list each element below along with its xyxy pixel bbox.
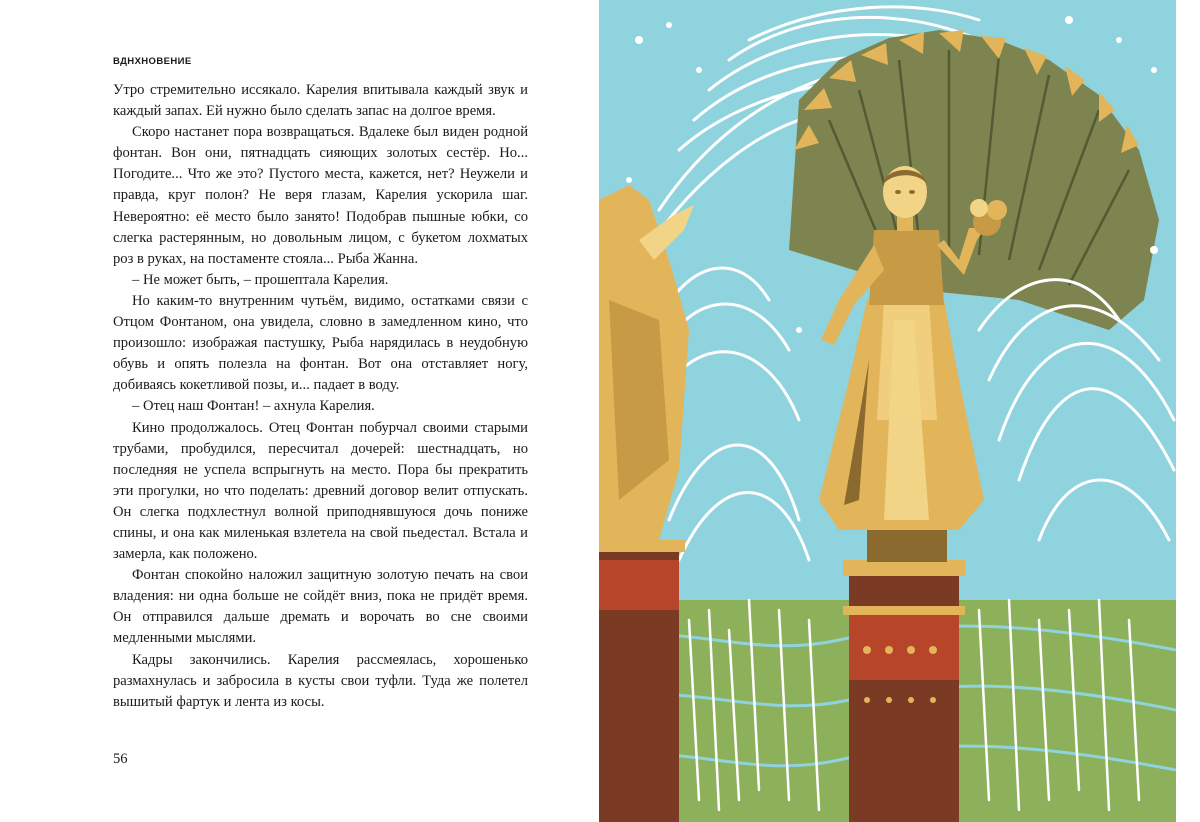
paragraph: Утро стремительно иссякало. Карелия впитывала каждый звук и каждый запах. Ей нужно было сделать запас на долгое время. xyxy=(113,82,528,120)
right-margin xyxy=(1176,0,1200,822)
central-pedestal-ring xyxy=(843,606,965,615)
central-pedestal-cap xyxy=(843,560,965,576)
paragraph: Кино продолжалось. Отец Фонтан побурчал своими старыми трубами, пробудился, пересчитал дочерей: шестнадцать, но последняя не успела вспрыгнуть на место. Пора бы прекратить эти прогулки, но что поделать: древний договор велит отпускать. Он слегка подхлестнул волной приподнявшуюся дочь пониже спины, и она как миленькая взлетела на свой пьедестал. Встала и замерла, как положено. xyxy=(113,419,528,563)
fountain-illustration xyxy=(599,0,1176,822)
page-number: 56 xyxy=(113,751,128,767)
paragraph: Фонтан спокойно наложил защитную золотую печать на свои владения: ни одна больше не сойдёт вниз, пока не придёт время. Он отправился дальше дремать и ворочать во сне своими медленными мыслями. xyxy=(113,567,528,647)
running-head: ВДНХНОВЕНИЕ xyxy=(113,56,192,67)
paragraph: Но каким-то внутренним чутьём, видимо, остатками связи с Отцом Фонтаном, она увидела, словно в замедленном кино, что произошло: изображая пастушку, Рыба нарядилась в неудобную обувь и опять полезла на фонтан. Вот она отставляет ногу, добиваясь кокетливой позы, и... падает в воду. xyxy=(113,292,528,394)
paragraph: Кадры закончились. Карелия рассмеялась, хорошенько размахнулась и забросила в кусты свои туфли. Туда же полетел вышитый фартук и лента из косы. xyxy=(113,651,528,710)
left-pedestal-cap xyxy=(599,540,685,552)
left-pedestal-band xyxy=(599,560,679,610)
paragraph: – Отец наш Фонтан! – ахнула Карелия. xyxy=(132,398,375,415)
paragraph: – Не может быть, – прошептала Карелия. xyxy=(132,271,389,288)
body-text xyxy=(113,80,528,713)
illustration-page xyxy=(599,0,1176,822)
paragraph: Скоро настанет пора возвращаться. Вдалеке был виден родной фонтан. Вон они, пятнадцать сияющих золотых сестёр. Но... Погодите... Что же это? Пустого места, кажется, нет? Неужели и правда, круг полон? Не веря глазам, Карелия ускорила шаг. Невероятно: её место было занято! Подобрав пышные юбки, со слегка растерянным, но довольным лицом, с букетом лохматых роз в руках, на постаменте стояла... Рыба Жанна. xyxy=(113,124,528,267)
